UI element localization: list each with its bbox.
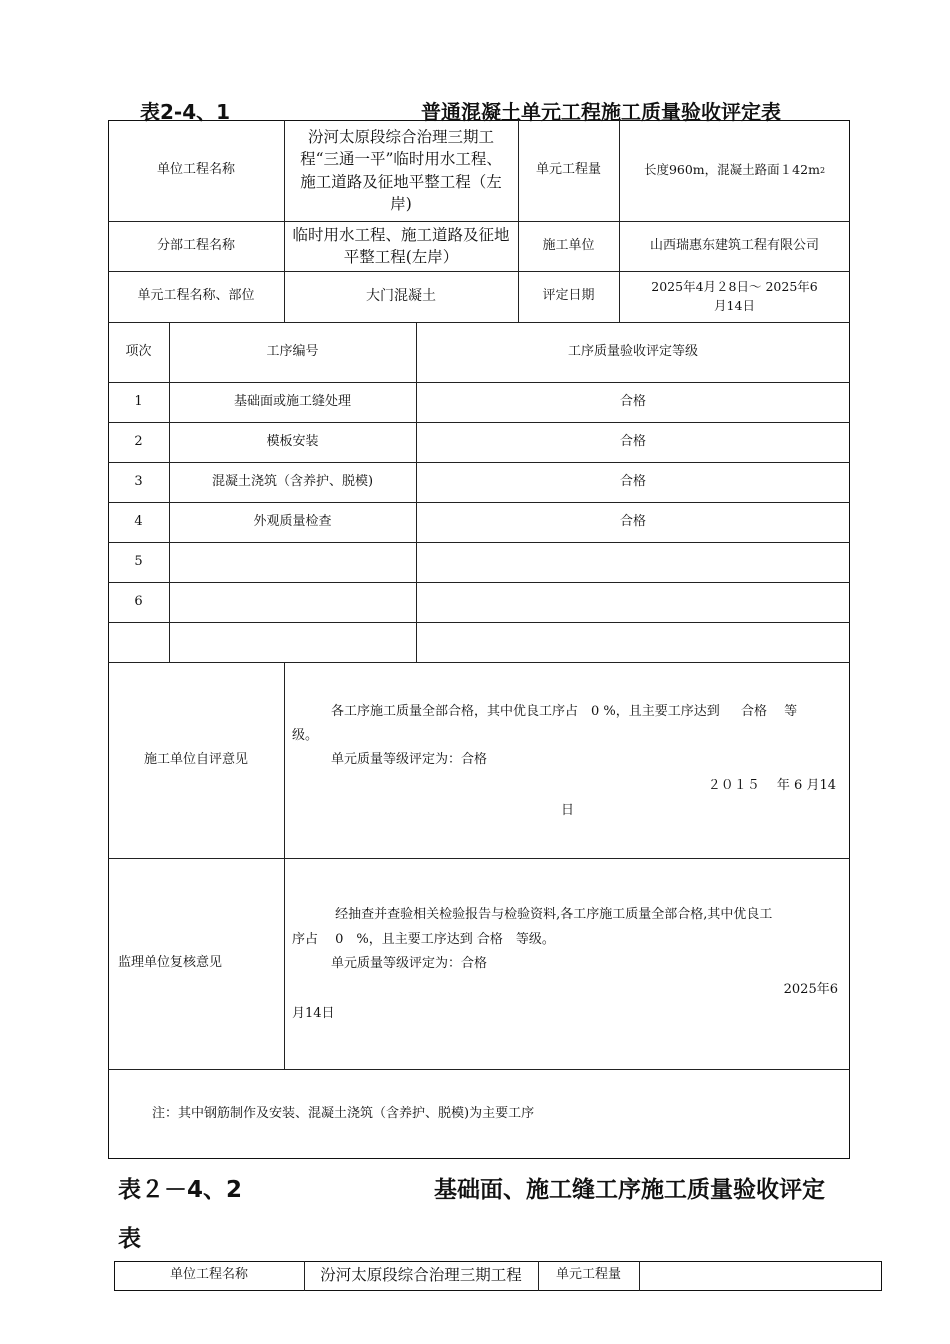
column-header-seq: 项次	[125, 343, 152, 359]
row-process	[169, 622, 416, 662]
eval-date-label: 评定日期	[542, 288, 595, 304]
row-seq: 3	[134, 473, 143, 489]
row-seq: 4	[134, 513, 143, 529]
element-value: 大门混凝土	[366, 288, 436, 305]
table2-number: 表２－4、2	[118, 1177, 243, 1203]
row-grade: 合格	[619, 513, 646, 529]
row-seq: 5	[134, 553, 143, 569]
row-grade: 合格	[619, 433, 646, 449]
supervisor-label: 监理单位复核意见	[118, 955, 223, 971]
row-grade	[416, 622, 850, 662]
self-eval-line: 各工序施工质量全部合格，其中优良工序占 0 %，且主要工序达到 合格 等	[292, 704, 798, 719]
supervisor-line: 单元质量等级评定为：合格	[292, 956, 488, 971]
supervisor-date: 月14日	[292, 1006, 335, 1021]
table1-number: 表2-4、1	[140, 100, 231, 124]
unit-project-label: 单位工程名称	[156, 162, 235, 178]
supervisor-line: 序占 0 %，且主要工序达到 合格 等级。	[292, 932, 555, 947]
row-process	[169, 582, 416, 622]
row-grade	[416, 582, 850, 622]
self-eval-line: 级。	[292, 728, 319, 743]
row-seq: 2	[134, 433, 143, 449]
row-process: 混凝土浇筑（含养护、脱模)	[211, 473, 374, 489]
division-label: 分部工程名称	[156, 237, 235, 253]
quantity-label: 单元工程量	[535, 162, 601, 178]
column-header-process: 工序编号	[266, 343, 319, 359]
row-grade	[416, 542, 850, 582]
element-label: 单元工程名称、部位	[137, 288, 255, 304]
self-eval-label: 施工单位自评意见	[143, 751, 248, 767]
unit-project-value: 汾河太原段综合治理三期工程“三通一平”临时用水工程、施工道路及征地平整工程（左岸)	[300, 127, 502, 213]
quantity-value: 长度960m，混凝土路面１42m 2	[643, 162, 826, 178]
table2-title-wrap: 表	[118, 1226, 141, 1252]
constructor-value: 山西瑞惠东建筑工程有限公司	[649, 237, 819, 253]
row-grade: 合格	[619, 393, 646, 409]
row-seq	[108, 622, 169, 662]
self-eval-date: ２０１５ 年 6 月14	[707, 778, 836, 793]
row-process: 基础面或施工缝处理	[233, 393, 351, 409]
row-seq: 1	[134, 393, 143, 409]
grid-line	[284, 662, 285, 1069]
self-eval-line: 单元质量等级评定为：合格	[292, 752, 488, 767]
row-grade: 合格	[619, 473, 646, 489]
constructor-label: 施工单位	[542, 237, 595, 253]
t2-quantity-label: 单元工程量	[555, 1266, 621, 1282]
t2-unit-project-label: 单位工程名称	[169, 1266, 248, 1282]
table1-title: 普通混凝土单元工程施工质量验收评定表	[421, 100, 781, 124]
supervisor-date: 2025年6	[783, 982, 838, 997]
row-process	[169, 542, 416, 582]
eval-date-value: 2025年4月２8日～ 2025年6月14日	[651, 279, 818, 313]
t2-unit-project-value: 汾河太原段综合治理三期工程	[320, 1265, 522, 1284]
grid-line	[108, 1069, 850, 1070]
t2-quantity-value	[639, 1261, 882, 1289]
column-header-grade: 工序质量验收评定等级	[567, 343, 698, 359]
row-process: 模板安装	[266, 433, 319, 449]
self-eval-date: 日	[561, 803, 575, 818]
supervisor-line: 经抽查并查验相关检验报告与检验资料,各工序施工质量全部合格,其中优良工	[292, 907, 773, 922]
row-process: 外观质量检查	[253, 513, 332, 529]
row-seq: 6	[134, 593, 143, 609]
note: 注：其中钢筋制作及安装、混凝土浇筑（含养护、脱模)为主要工序	[152, 1106, 535, 1121]
table2-title: 基础面、施工缝工序施工质量验收评定	[434, 1177, 825, 1203]
division-value: 临时用水工程、施工道路及征地平整工程(左岸）	[292, 225, 510, 266]
